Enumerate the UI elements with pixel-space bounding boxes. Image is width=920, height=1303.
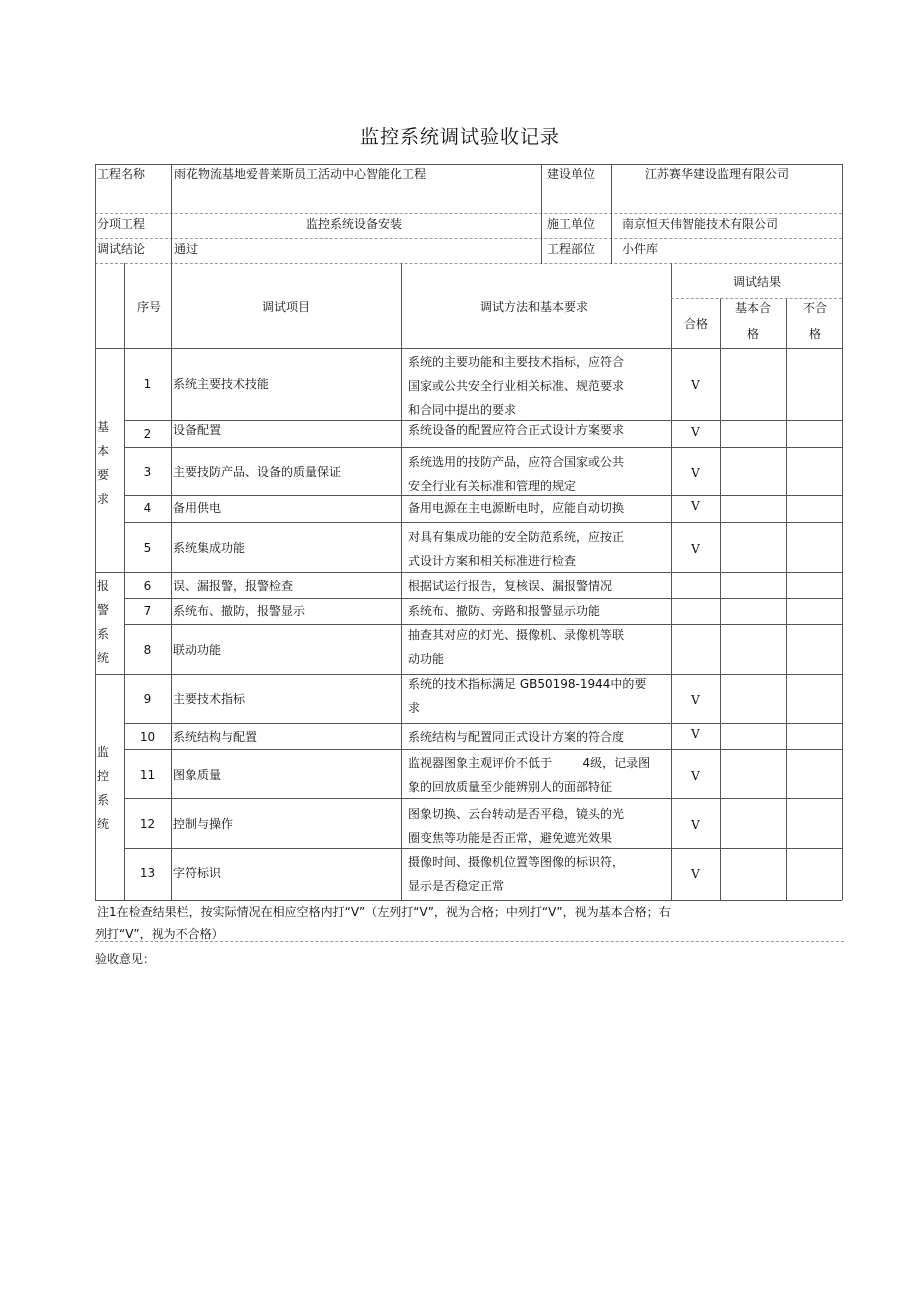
row-4-method: 备用电源在主电源断电时，应能自动切换	[408, 501, 625, 515]
contractor-value: 南京恒天伟智能技术有限公司	[622, 217, 779, 231]
row-2-no: 2	[143, 427, 152, 441]
row-2-pass-mark: V	[691, 425, 700, 439]
row-5-no: 5	[143, 541, 152, 555]
row-3-no: 3	[143, 465, 152, 479]
row-7-method: 系统布、撤防、旁路和报警显示功能	[408, 604, 601, 618]
row-13-method: 摄像时间、摄像机位置等图像的标识符， 显示是否稳定正常	[408, 855, 625, 893]
row-7-item: 系统布、撤防，报警显示	[173, 604, 306, 618]
row-6-item: 误、漏报警，报警检查	[173, 579, 294, 593]
builder-value: 江苏赛华建设监理有限公司	[645, 167, 790, 181]
row-1-pass-mark: V	[691, 378, 700, 392]
row-12-item: 控制与操作	[173, 817, 234, 831]
col-fail-header-1: 不合	[803, 301, 828, 315]
row-10-item: 系统结构与配置	[173, 730, 258, 744]
row-9-no: 9	[143, 692, 152, 706]
row-5-pass-mark: V	[691, 542, 700, 556]
row-3-method: 系统选用的技防产品，应符合国家或公共 安全行业有关标准和管理的规定	[408, 455, 625, 493]
group-monitor-label: 监 控 系 统	[96, 745, 109, 831]
row-12-no: 12	[139, 817, 156, 831]
row-6-no: 6	[143, 579, 152, 593]
row-10-pass-mark: V	[691, 727, 700, 741]
row-3-item: 主要技防产品、设备的质量保证	[173, 465, 342, 479]
row-12-method: 图象切换、云台转动是否平稳，镜头的光 圈变焦等功能是否正常，避免遮光效果	[408, 807, 625, 845]
row-10-method: 系统结构与配置同正式设计方案的符合度	[408, 730, 625, 744]
row-1-item: 系统主要技术技能	[173, 377, 270, 391]
row-9-pass-mark: V	[691, 693, 700, 707]
row-2-method: 系统设备的配置应符合正式设计方案要求	[408, 423, 625, 437]
row-9-item: 主要技术指标	[173, 692, 246, 706]
acceptance-opinion-label: 验收意见：	[95, 952, 156, 966]
row-13-pass-mark: V	[691, 867, 700, 881]
row-5-method: 对具有集成功能的安全防范系统，应按正 式设计方案和相关标准进行检查	[408, 530, 625, 568]
col-basic-pass-header-2: 格	[747, 327, 760, 341]
row-4-item: 备用供电	[173, 501, 222, 515]
project-name-label: 工程名称	[97, 167, 146, 181]
row-11-item: 图象质量	[173, 768, 222, 782]
row-12-pass-mark: V	[691, 818, 700, 832]
row-1-method: 系统的主要功能和主要技术指标，应符合 国家或公共安全行业相关标准、规范要求 和合同中提出的要求	[408, 355, 625, 417]
row-9-method: 系统的技术指标满足 GB50198-1944中的要 求	[408, 677, 647, 715]
row-13-item: 字符标识	[173, 866, 222, 880]
group-basic-label: 基 本 要 求	[96, 420, 109, 506]
row-8-method: 抽查其对应的灯光、摄像机、录像机等联 动功能	[408, 628, 625, 666]
group-alarm-label: 报 警 系 统	[96, 579, 109, 665]
row-6-method: 根据试运行报告，复核误、漏报警情况	[408, 579, 613, 593]
row-10-no: 10	[139, 730, 156, 744]
col-item-header: 调试项目	[262, 300, 311, 314]
project-name-value: 雨花物流基地爱普莱斯员工活动中心智能化工程	[174, 167, 427, 181]
row-3-pass-mark: V	[691, 466, 700, 480]
location-value: 小件库	[622, 242, 659, 256]
row-7-no: 7	[143, 604, 152, 618]
col-method-header: 调试方法和基本要求	[480, 300, 589, 314]
conclusion-label: 调试结论	[97, 242, 146, 256]
sub-project-label: 分项工程	[97, 217, 146, 231]
row-1-no: 1	[143, 377, 152, 391]
builder-label: 建设单位	[547, 167, 596, 181]
contractor-label: 施工单位	[547, 217, 596, 231]
row-4-pass-mark: V	[691, 499, 700, 513]
page-title: 监控系统调试验收记录	[359, 126, 560, 148]
col-basic-pass-header-1: 基本合	[735, 301, 772, 315]
row-11-method: 监视器图象主观评价不低于 4级，记录图 象的回放质量至少能辨别人的面部特征	[408, 756, 651, 794]
col-fail-header-2: 格	[809, 327, 822, 341]
location-label: 工程部位	[547, 242, 596, 256]
note-line-1: 注1在检查结果栏，按实际情况在相应空格内打“V”（左列打“V”，视为合格；中列打“V”，视为基本合格；右	[97, 905, 671, 919]
row-13-no: 13	[139, 866, 156, 880]
conclusion-value: 通过	[174, 242, 199, 256]
note-line-2: 列打“V”，视为不合格）	[95, 927, 224, 941]
col-seq-header: 序号	[137, 300, 162, 314]
col-pass-header: 合格	[684, 317, 709, 331]
row-11-pass-mark: V	[691, 769, 700, 783]
row-11-no: 11	[139, 768, 156, 782]
row-5-item: 系统集成功能	[173, 541, 246, 555]
sub-project-value: 监控系统设备安装	[306, 217, 403, 231]
row-4-no: 4	[143, 501, 152, 515]
row-2-item: 设备配置	[173, 423, 222, 437]
col-result-header: 调试结果	[733, 275, 782, 289]
row-8-no: 8	[143, 643, 152, 657]
row-8-item: 联动功能	[173, 643, 222, 657]
